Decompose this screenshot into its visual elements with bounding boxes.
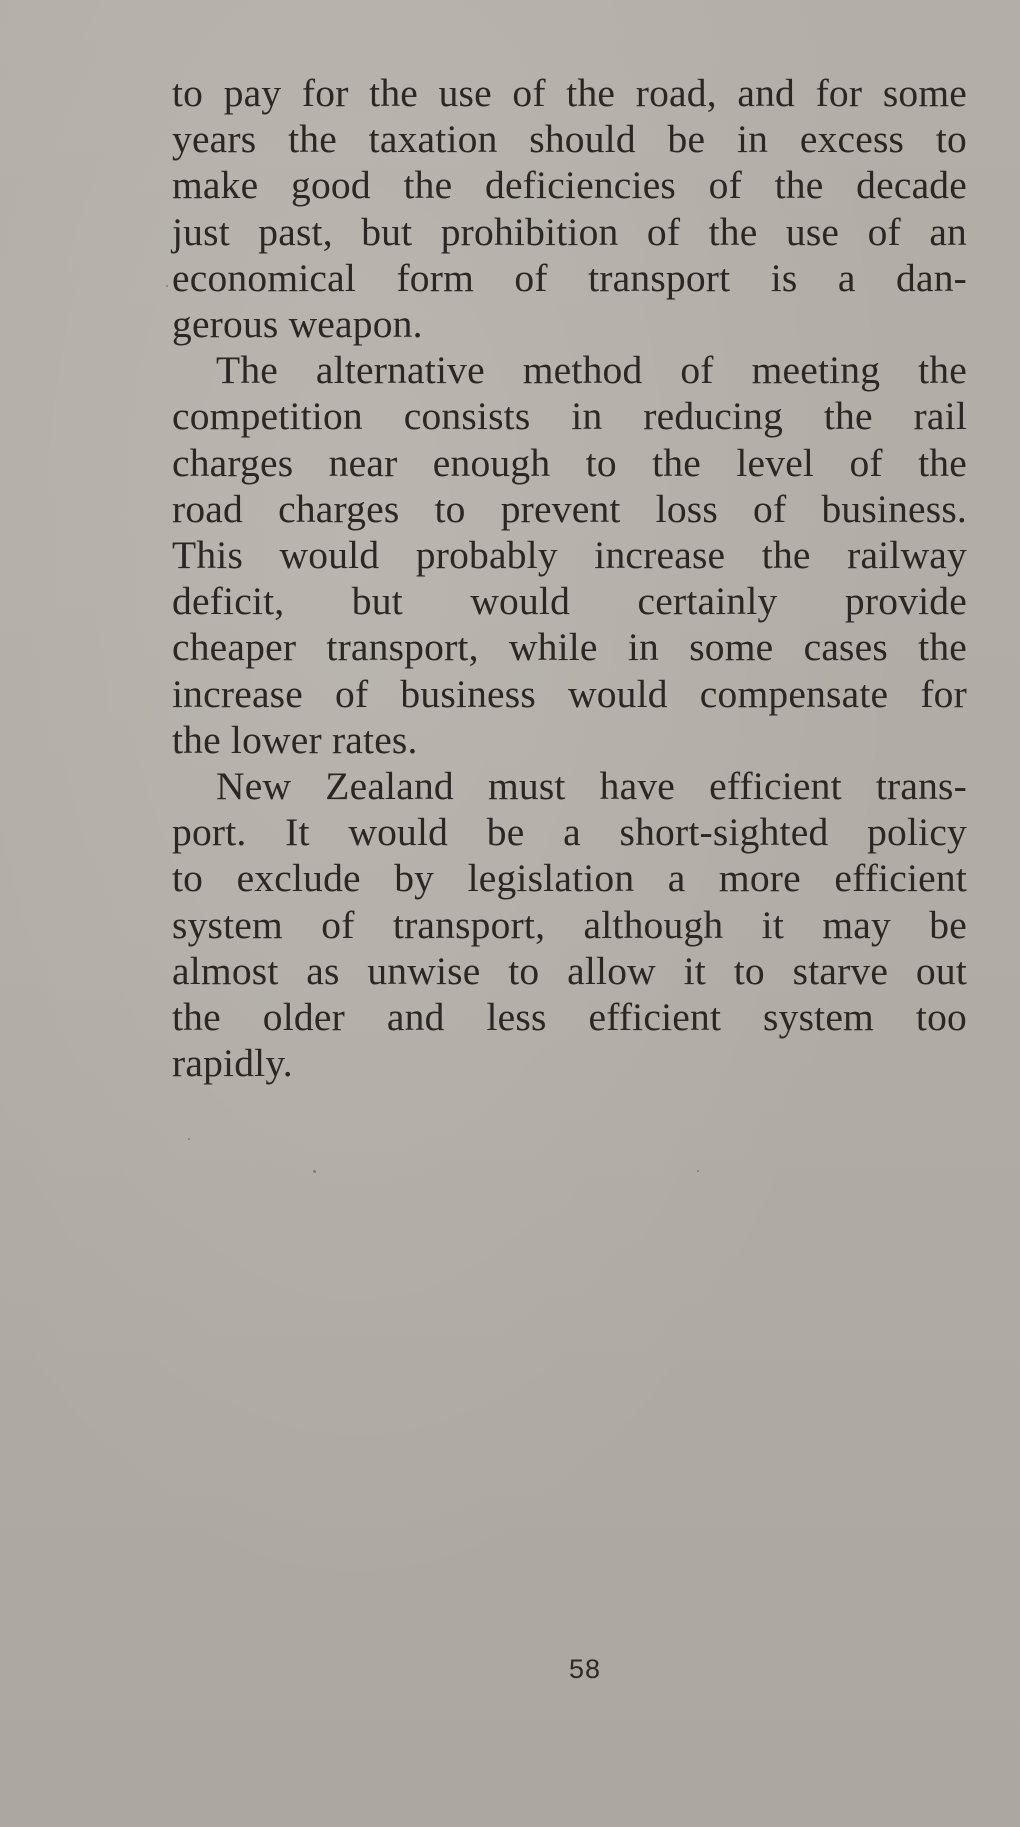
text-line: just past, but prohibition of the use of an	[172, 209, 967, 254]
text-line: port. It would be a short-sighted policy	[172, 810, 967, 855]
text-line: gerous weapon.	[172, 302, 423, 347]
text-line: years the taxation should be in excess to	[172, 117, 967, 162]
paragraph-2	[172, 347, 967, 763]
paragraph-3	[172, 763, 967, 1086]
text-line: charges near enough to the level of the	[172, 440, 967, 485]
text-line: cheaper transport, while in some cases the	[172, 625, 967, 670]
text-line: This would probably increase the railway	[172, 533, 967, 578]
text-line: increase of business would compensate for	[172, 671, 967, 716]
text-line: The alternative method of meeting the	[216, 348, 967, 393]
text-line: make good the deficiencies of the decade	[172, 163, 967, 208]
text-line: the lower rates.	[172, 717, 418, 762]
text-line: almost as unwise to allow it to starve out	[172, 948, 967, 993]
paper-speck	[188, 1138, 190, 1140]
body-text	[172, 70, 967, 1086]
text-line: rapidly.	[172, 1041, 293, 1086]
paper-speck	[697, 1170, 699, 1172]
text-line: deficit, but would certainly provide	[172, 579, 967, 624]
paper-speck	[313, 1170, 316, 1173]
text-line: road charges to prevent loss of business.	[172, 486, 967, 531]
paragraph-1	[172, 70, 967, 347]
text-line: economical form of transport is a dan-	[172, 255, 967, 300]
text-line: system of transport, although it may be	[172, 902, 967, 947]
paper-speck	[166, 285, 168, 287]
text-line: to pay for the use of the road, and for some	[172, 71, 967, 115]
page-number: 58	[568, 1654, 602, 1684]
text-line: to exclude by legislation a more efficient	[172, 856, 967, 901]
text-line: New Zealand must have efficient trans-	[216, 764, 967, 809]
text-line: the older and less efficient system too	[172, 995, 967, 1040]
text-line: competition consists in reducing the rail	[172, 394, 967, 439]
